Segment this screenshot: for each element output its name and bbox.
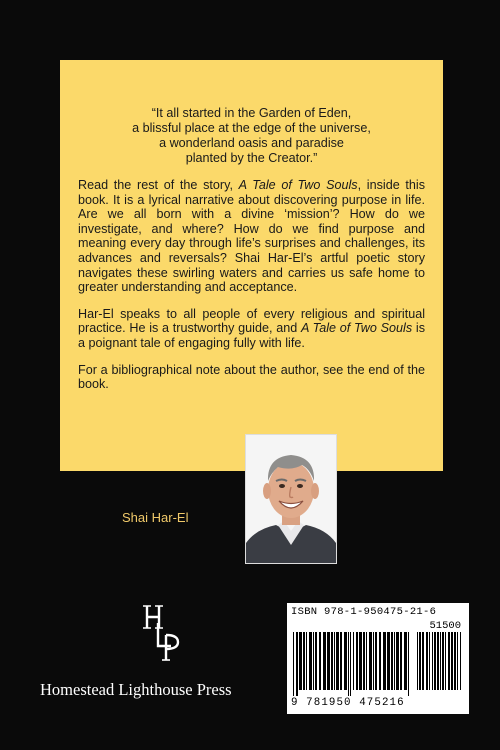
barcode-bar bbox=[315, 632, 317, 690]
barcode-bar bbox=[327, 632, 330, 690]
barcode-bar bbox=[387, 632, 390, 690]
text-run: Read the rest of the story, bbox=[78, 178, 239, 192]
blurb-paragraph-2 bbox=[78, 307, 425, 351]
text-run: , inside this book. It is a lyrical narrative about discovering purpose in life. Are we all born with a divine ‘mission’? How do we investigate, and where? How do we find purpose and meaning every day through life’s surprises and challenges, its advances and reversals? Shai Har-El’s artful poetic story navigates these swirling waters and carries us safe home to greater understanding and acceptance. bbox=[78, 178, 426, 295]
quote-line: a wonderland oasis and paradise bbox=[159, 136, 344, 150]
logo-mark bbox=[138, 603, 182, 663]
barcode-bar bbox=[366, 632, 367, 690]
blurb-paragraph-3: For a bibliographical note about the author, see the end of the book. bbox=[78, 362, 425, 392]
hlp-monogram-icon bbox=[138, 603, 182, 663]
book-title: A Tale of Two Souls bbox=[238, 178, 358, 192]
text-run: Har-El speaks to all people of every religious and spiritual practice. He is a trustworthy guide, and bbox=[78, 306, 425, 336]
quote-line: “It all started in the Garden of Eden, bbox=[151, 106, 352, 120]
barcode-bar bbox=[426, 632, 428, 690]
barcode-bar bbox=[323, 632, 326, 690]
barcode-bar bbox=[348, 632, 349, 696]
barcode-bar bbox=[440, 632, 441, 690]
blurb-panel bbox=[60, 60, 443, 471]
barcode-bar bbox=[434, 632, 436, 690]
barcode-bar bbox=[331, 632, 333, 690]
barcode-bar bbox=[457, 632, 458, 690]
barcode-bar bbox=[356, 632, 358, 690]
barcode-bars bbox=[291, 632, 465, 696]
barcode-bar bbox=[442, 632, 444, 690]
barcode-bar bbox=[408, 632, 409, 696]
barcode-bar bbox=[460, 632, 461, 690]
barcode-block bbox=[287, 603, 469, 714]
barcode-bar bbox=[344, 632, 347, 690]
barcode-bar bbox=[373, 632, 374, 690]
barcode-bar bbox=[454, 632, 456, 690]
barcode-bar bbox=[303, 632, 305, 690]
barcode-bar bbox=[451, 632, 453, 690]
barcode-bar bbox=[419, 632, 421, 690]
barcode-bar bbox=[359, 632, 362, 690]
barcode-bar bbox=[391, 632, 393, 690]
barcode-bar bbox=[334, 632, 335, 690]
barcode-bar bbox=[417, 632, 418, 690]
barcode-bar bbox=[394, 632, 395, 690]
barcode-bar bbox=[309, 632, 312, 690]
barcode-bar bbox=[429, 632, 430, 690]
barcode-bar bbox=[350, 632, 351, 696]
barcode-bar bbox=[296, 632, 298, 696]
barcode-bar bbox=[400, 632, 402, 690]
price-code: 51500 bbox=[429, 620, 461, 632]
barcode-bar bbox=[404, 632, 407, 690]
publisher-name: Homestead Lighthouse Press bbox=[40, 680, 232, 699]
portrait-illustration bbox=[246, 435, 336, 563]
barcode-bar bbox=[313, 632, 314, 690]
barcode-bar bbox=[353, 632, 354, 690]
barcode-bar bbox=[437, 632, 439, 690]
author-name: Shai Har-El bbox=[122, 510, 189, 525]
ean-digits: 9 781950 475216 bbox=[291, 697, 405, 709]
barcode-bar bbox=[432, 632, 433, 690]
barcode-bar bbox=[293, 632, 294, 696]
author-portrait-icon bbox=[245, 434, 337, 564]
barcode-bar bbox=[379, 632, 381, 690]
barcode-bar bbox=[422, 632, 424, 690]
barcode-bar bbox=[448, 632, 450, 690]
barcode-bar bbox=[340, 632, 342, 690]
barcode-bar bbox=[375, 632, 377, 690]
barcode-bar bbox=[396, 632, 399, 690]
blurb-paragraph-1 bbox=[78, 178, 425, 295]
opening-quote bbox=[78, 106, 425, 166]
barcode-bar bbox=[306, 632, 307, 690]
barcode-bar bbox=[445, 632, 446, 690]
barcode-bar bbox=[383, 632, 386, 690]
text-run: is a poignant tale of engaging fully with life. bbox=[78, 321, 425, 350]
quote-line: a blissful place at the edge of the universe, bbox=[132, 121, 371, 135]
book-title: A Tale of Two Souls bbox=[300, 321, 413, 336]
barcode-bar bbox=[336, 632, 339, 690]
isbn-label: ISBN 978-1-950475-21-6 bbox=[291, 606, 437, 618]
barcode-bar bbox=[319, 632, 321, 690]
barcode-bar bbox=[299, 632, 302, 690]
quote-line: planted by the Creator.” bbox=[185, 151, 318, 165]
barcode-bar bbox=[369, 632, 372, 690]
barcode-bar bbox=[363, 632, 365, 690]
